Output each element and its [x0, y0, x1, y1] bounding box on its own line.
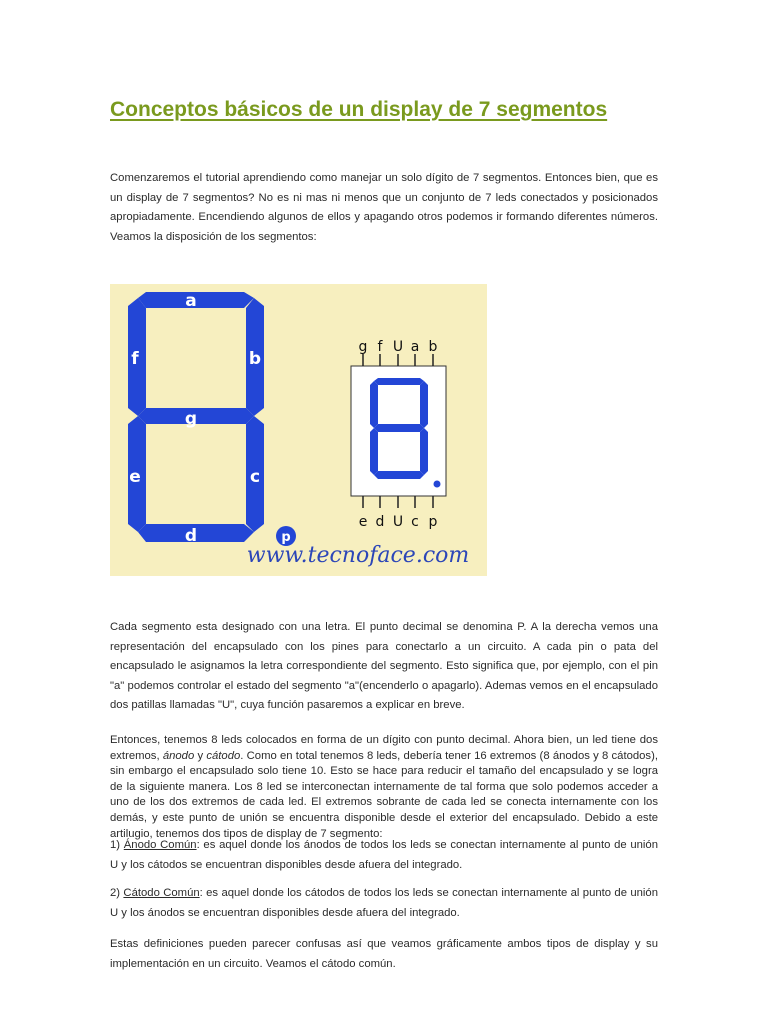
top-pin-2: U	[392, 339, 404, 355]
catodo-term: cátodo	[206, 749, 241, 762]
bottom-pin-4: p	[428, 514, 438, 530]
large-digit	[128, 291, 296, 546]
seven-segment-figure	[110, 284, 487, 576]
closing-paragraph: Estas definiciones pueden parecer confusas así que veamos gráficamente ambos tipos de display y su implementación en un circuito. Veamos el cátodo común.	[110, 938, 658, 970]
bottom-pin-2: U	[392, 514, 404, 530]
top-pin-3: a	[410, 339, 420, 355]
label-g: g	[184, 409, 198, 429]
catodo-comun-term: Cátodo Común	[123, 887, 200, 899]
label-b: b	[248, 349, 262, 369]
bottom-pin-1: d	[375, 514, 385, 530]
label-e: e	[129, 467, 141, 487]
seven-segment-diagram	[110, 284, 487, 576]
top-pin-4: b	[428, 339, 438, 355]
label-f: f	[131, 349, 139, 369]
catodo-comun-item: 2) Cátodo Común: es aquel donde los cátodos de todos los leds se conectan internamente al punto de unión U y los ánodos se encuentran disponibles desde afuera del integrado.	[110, 887, 658, 919]
label-p: p	[281, 530, 291, 545]
label-d: d	[184, 526, 198, 546]
anodo-comun-term: Ánodo Común	[123, 839, 197, 851]
display-package	[351, 339, 446, 530]
label-c: c	[249, 467, 261, 487]
page-title: Conceptos básicos de un display de 7 segmentos	[110, 98, 608, 121]
anodo-term: ánodo	[162, 749, 195, 762]
anodo-comun-item: 1) Ánodo Común: es aquel donde los ánodos de todos los leds se conectan internamente al punto de unión U y los cátodos se encuentran disponibles desde afuera del integrado.	[110, 839, 659, 871]
label-a: a	[185, 291, 197, 311]
top-pin-0: g	[358, 339, 368, 355]
leds-paragraph: Entonces, tenemos 8 leds colocados en forma de un dígito con punto decimal. Ahora bien, un led tiene dos extremos, ánodo y cátodo. Como en total tenemos 8 leds, debería tener 16 extremos (8 ánodos y 8 cátodos), sin embargo el encapsulado solo tiene 10. Esto se hace para reducir el tamaño del encapsulado y se logra de la siguiente manera. Los 8 led se interconectan internamente de tal forma que solo podemos acceder a uno de los dos extremos de cada led. El extremos sobrante de cada led se conecta internamente con los demás, y este punto de unión se encuentra disponible desde el exterior del encapsulado. Debido a este artilugio, tenemos dos tipos de display de 7 segmento:	[110, 734, 658, 840]
watermark: www.tecnoface.com	[246, 543, 470, 568]
top-pin-1: f	[377, 339, 383, 355]
intro-paragraph: Comenzaremos el tutorial aprendiendo como manejar un solo dígito de 7 segmentos. Entonces bien, que es un display de 7 segmentos? No es ni mas ni menos que un conjunto de 7 leds conectados y posicionados apropiadamente. Encendiendo algunos de ellos y apagando otros podemos ir formando diferentes números. Veamos la disposición de los segmentos:	[110, 172, 658, 243]
description-paragraph: Cada segmento esta designado con una letra. El punto decimal se denomina P. A la derecha vemos una representación del encapsulado con los pines para conectarlo a un circuito. A cada pin o pata del encapsulado le asignamos la letra correspondiente del segmento. Esto significa que, por ejemplo, con el pin "a" podemos controlar el estado del segmento "a"(encenderlo o apagarlo). Ademas vemos en el encapsulado dos patillas llamadas "U", cuya función pasaremos a explicar en breve.	[110, 621, 658, 711]
bottom-pin-3: c	[411, 514, 419, 530]
bottom-pin-0: e	[358, 514, 368, 530]
